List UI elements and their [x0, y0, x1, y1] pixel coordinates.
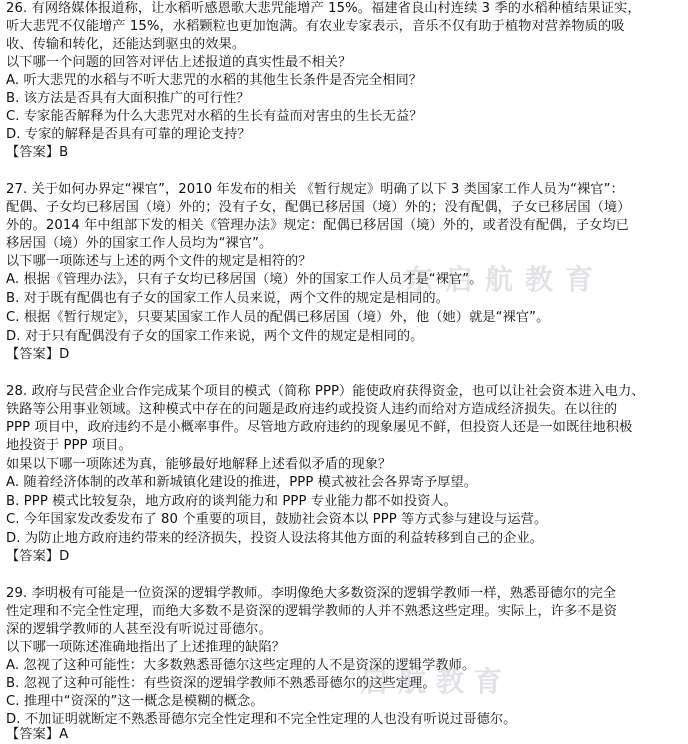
option-c: C. 今年国家发改委发布了 80 个重要的项目，鼓励社会资本以 PPP 等方式参与建设与运营。 — [6, 512, 548, 527]
question-prompt: 以下哪一个问题的回答对评估上述报道的真实性最不相关？ — [6, 55, 352, 70]
option-c: C. 专家能否解释为什么大悲咒对水稻的生长有益而对害虫的生长无益？ — [6, 109, 423, 124]
question-text-line: 深的逻辑学教师的人甚至没有听说过哥德尔。 — [6, 622, 272, 637]
option-a: A. 随着经济体制的改革和新城镇化建设的推进，PPP 模式被社会各界寄予厚望。 — [6, 475, 478, 490]
option-d: D. 对于只有配偶没有子女的国家工作来说，两个文件的规定是相同的。 — [6, 329, 424, 344]
option-b: B. 对于既有配偶也有子女的国家工作人员来说，两个文件的规定是相同的。 — [6, 291, 449, 306]
option-d: D. 为防止地方政府违约带来的经济损失，投资人设法将其他方面的利益转移到自己的企业。 — [6, 531, 544, 546]
option-a: A. 忽视了这种可能性：大多数熟悉哥德尔这些定理的人不是资深的逻辑学教师。 — [6, 658, 476, 673]
option-d: D. 不加证明就断定不熟悉哥德尔完全性定理和不完全性定理的人也没有听说过哥德尔。 — [6, 712, 517, 727]
question-text-line: 性定理和不完全性定理，而绝大多数不是资深的逻辑学教师的人并不熟悉这些定理。实际上，许多不是资 — [6, 604, 618, 619]
answer-label: 【答案】D — [6, 549, 70, 564]
question-text-line: 26. 有网络媒体报道称，让水稻听感恩歌大悲咒能增产 15%。福建省良山村连续 3 季的水稻种植结果证实， — [6, 1, 641, 16]
option-b: B. 该方法是否具有大面积推广的可行性？ — [6, 91, 250, 106]
question-prompt: 如果以下哪一项陈述为真，能够最好地解释上述看似矛盾的现象？ — [6, 457, 392, 472]
question-text-line: 移居国（境）外的国家工作人员均为“裸官”。 — [6, 236, 273, 251]
question-prompt: 以下哪一项陈述准确地指出了上述推理的缺陷？ — [6, 640, 286, 655]
option-b: B. 忽视了这种可能性：有些资深的逻辑学教师不熟悉哥德尔的这些定理。 — [6, 676, 436, 691]
question-text-line: 收、传输和转化，还能达到驱虫的效果。 — [6, 37, 246, 52]
question-prompt: 以下哪一项陈述与上述的两个文件的规定是相符的？ — [6, 254, 312, 269]
option-d: D. 专家的解释是否具有可靠的理论支持？ — [6, 127, 251, 142]
option-a: A. 根据《管理办法》，只有子女均已移居国（境）外的国家工作人员才是“裸官”。 — [6, 272, 483, 287]
question-text-line: 听大悲咒不仅能增产 15%，水稻颗粒也更加饱满。有农业专家表示，音乐不仅有助于植物对营养物质的吸 — [6, 19, 625, 34]
question-text-line: 28. 政府与民营企业合作完成某个项目的模式（简称 PPP）能使政府获得资金，也可以让社会资本进入电力、 — [6, 384, 645, 399]
question-text-line: 29. 李明极有可能是一位资深的逻辑学教师。李明像绝大多数资深的逻辑学教师一样，熟悉哥德尔的完全 — [6, 586, 617, 601]
option-b: B. PPP 模式比较复杂，地方政府的谈判能力和 PPP 专业能力都不如投资人。 — [6, 494, 457, 509]
answer-label: 【答案】A — [6, 727, 69, 742]
watermark: 东启航教育 — [405, 263, 606, 296]
answer-label: 【答案】D — [6, 347, 70, 362]
question-text-line: 铁路等公用事业领域。这种模式中存在的问题是政府违约或投资人违约而给对方造成经济损失。在以往的 — [6, 402, 618, 417]
answer-label: 【答案】B — [6, 145, 69, 160]
question-text-line: 外的。2014 年中组部下发的相关《管理办法》规定：配偶已移居国（境）外的，或者没有配偶，子女均已 — [6, 218, 629, 233]
option-c: C. 根据《暂行规定》，只要某国家工作人员的配偶已移居国（境）外，他（她）就是“裸官”。 — [6, 310, 550, 325]
watermark: 启航教育 — [360, 665, 513, 698]
question-text-line: PPP 项目中，政府违约不是小概率事件。尽管地方政府违约的现象屡见不鲜，但投资人还是一如既往地积极 — [6, 420, 633, 435]
option-c: C. 推理中“资深的”这一概念是模糊的概念。 — [6, 694, 264, 709]
option-a: A. 听大悲咒的水稻与不听大悲咒的水稻的其他生长条件是否完全相同？ — [6, 73, 423, 88]
question-text-line: 27. 关于如何办界定“裸官”，2010 年发布的相关 《暂行规定》明确了以下 3 类国家工作人员为“裸官”： — [6, 182, 624, 197]
question-text-line: 配偶、子女均已移居国（境）外的；没有子女，配偶已移居国（境）外的；没有配偶，子女已移居国（境） — [6, 200, 631, 215]
question-text-line: 地投资于 PPP 项目。 — [6, 438, 132, 453]
